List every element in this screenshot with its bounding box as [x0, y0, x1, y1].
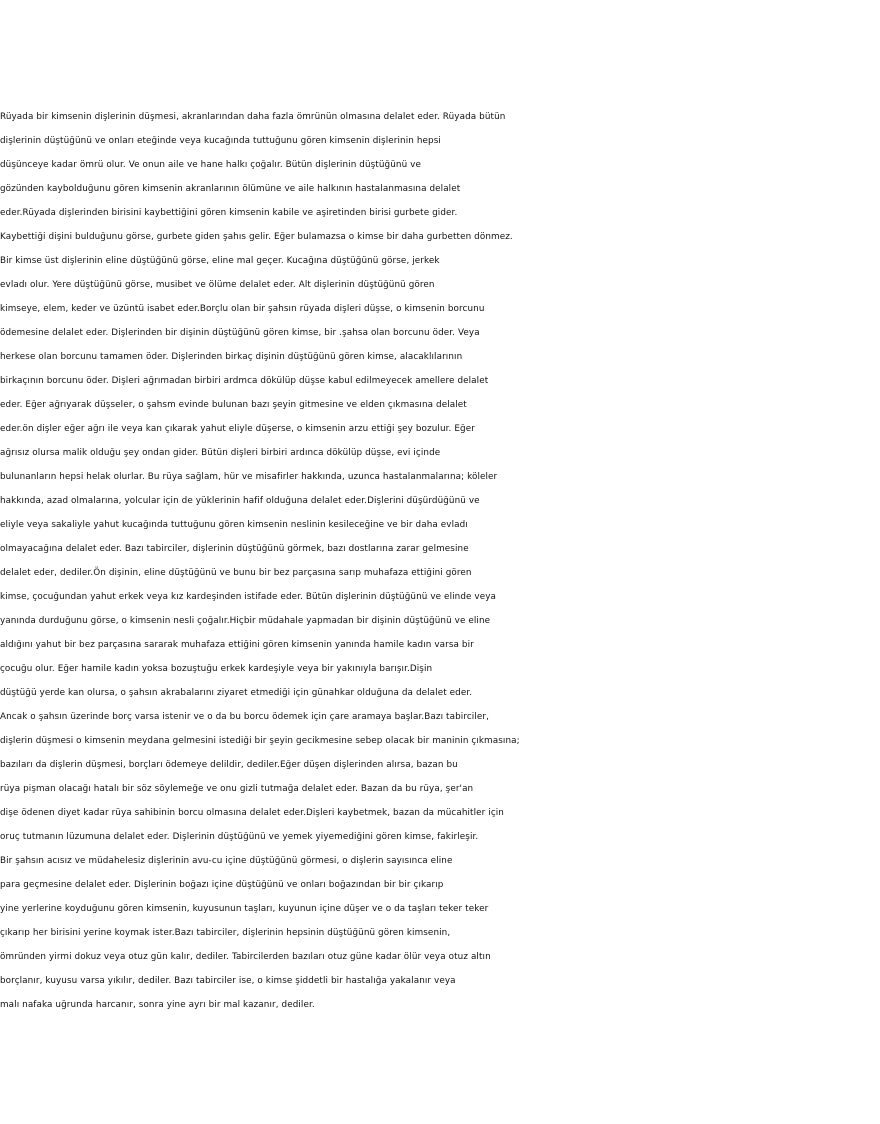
text-line: Bir şahsın acısız ve müdahelesiz dişlerinin avu-cu içine düştüğünü görmesi, o dişlerin sayısınca eline	[0, 856, 453, 866]
text-line: eder.ön dişler eğer ağrı ile veya kan çıkarak yahut eliyle düşerse, o kimsenin arzu ettiği şey bozulur. Eğer	[0, 424, 475, 434]
text-line: çıkarıp her birisini yerine koymak ister.Bazı tabirciler, dişlerinin hepsinin düştüğünü gören kimsenin,	[0, 928, 451, 938]
text-line: delalet eder, dediler.Ön dişinin, eline düştüğünü ve bunu bir bez parçasına sarıp muhafaza ettiğini gören	[0, 568, 472, 578]
text-line: ağrısız olursa malik olduğu şey ondan gider. Bütün dişleri birbiri ardınca dökülüp düşse, evi içinde	[0, 448, 441, 458]
text-line: birkaçının borcunu öder. Dişleri ağrımadan birbiri ardmca dökülüp düşse kabul edilmeyecek amellere delalet	[0, 376, 489, 386]
text-line: eliyle veya sakaliyle yahut kucağında tuttuğunu gören kimsenin neslinin kesileceğine ve bir daha evladı	[0, 520, 468, 530]
text-line: olmayacağına delalet eder. Bazı tabirciler, dişlerinin düştüğünü görmek, bazı dostlarına zarar gelmesine	[0, 544, 469, 554]
text-line: eder.Rüyada dişlerinden birisini kaybettiğini gören kimsenin kabile ve aşiretinden birisi gurbete gider.	[0, 208, 458, 218]
text-line: evladı olur. Yere düştüğünü görse, musibet ve ölüme delalet eder. Alt dişlerinin düştüğünü gören	[0, 280, 435, 290]
text-line: rüya pişman olacağı hatalı bir söz söylemeğe ve onu gizli tutmağa delalet eder. Bazan da bu rüya, şer'an	[0, 784, 474, 794]
text-line: herkese olan borcunu tamamen öder. Dişlerinden birkaç dişinin düştüğünü gören kimse, alacaklılarının	[0, 352, 463, 362]
text-line: Bir kimse üst dişlerinin eline düştüğünü görse, eline mal geçer. Kucağına düştüğünü görse, jerkek	[0, 256, 440, 266]
text-line: dişlerin düşmesi o kimsenin meydana gelmesini istediği bir şeyin gecikmesine sebep olacak bir maninin çıkmasına;	[0, 736, 520, 746]
text-line: oruç tutmanın lüzumuna delalet eder. Dişlerinin düştüğünü ve yemek yiyemediğini gören kimse, fakirleşir.	[0, 832, 479, 842]
text-line: yine yerlerine koyduğunu gören kimsenin, kuyusunun taşları, kuyunun içine düşer ve o da taşları teker teker	[0, 904, 489, 914]
text-line: dişe ödenen diyet kadar rüya sahibinin borcu olmasına delalet eder.Dişleri kaybetmek, bazan da mücahitler için	[0, 808, 504, 818]
text-line: ödemesine delalet eder. Dişlerinden bir dişinin düştüğünü gören kimse, bir .şahsa olan borcunu öder. Veya	[0, 328, 480, 338]
text-line: eder. Eğer ağrıyarak düşseler, o şahsm evinde bulunan bazı şeyin gitmesine ve elden çıkmasına delalet	[0, 400, 467, 410]
text-line: bulunanların hepsi helak olurlar. Bu rüya sağlam, hür ve misafirler hakkında, uzunca hastalanmalarına; köleler	[0, 472, 498, 482]
text-line: bazıları da dişlerin düşmesi, borçları ödemeye delildir, dediler.Eğer düşen dişlerinden alırsa, bazan bu	[0, 760, 458, 770]
text-line: Kaybettiği dişini bulduğunu görse, gurbete giden şahıs gelir. Eğer bulamazsa o kimse bir daha gurbetten dönmez.	[0, 232, 513, 242]
text-line: kimseye, elem, keder ve üzüntü isabet eder.Borçlu olan bir şahsın rüyada dişleri düşse, o kimsenin borcunu	[0, 304, 485, 314]
text-line: kimse, çocuğundan yahut erkek veya kız kardeşinden istifade eder. Bütün dişlerinin düştüğünü ve elinde veya	[0, 592, 497, 602]
text-line: hakkında, azad olmalarına, yolcular için de yüklerinin hafif olduğuna delalet eder.Dişlerini düşürdüğünü ve	[0, 496, 480, 506]
text-line: yanında durduğunu görse, o kimsenin nesli çoğalır.Hiçbir müdahale yapmadan bir dişinin düştüğünü ve eline	[0, 616, 491, 626]
text-line: borçlanır, kuyusu varsa yıkılır, dediler. Bazı tabirciler ise, o kimse şiddetli bir hastalığa yakalanır veya	[0, 976, 456, 986]
text-line: Ancak o şahsın üzerinde borç varsa istenir ve o da bu borcu ödemek için çare aramaya başlar.Bazı tabirciler,	[0, 712, 489, 722]
text-line: para geçmesine delalet eder. Dişlerinin boğazı içine düştüğünü ve onları boğazından bir bir çıkarıp	[0, 880, 444, 890]
text-line: Rüyada bir kimsenin dişlerinin düşmesi, akranlarından daha fazla ömrünün olmasına delalet eder. Rüyada bütün	[0, 112, 506, 122]
text-line: dişlerinin düştüğünü ve onları eteğinde veya kucağında tuttuğunu gören kimsenin dişlerinin hepsi	[0, 136, 441, 146]
article-text	[0, 105, 880, 1017]
text-line: aldığını yahut bir bez parçasına sararak muhafaza ettiğini gören kimsenin yanında hamile kadın varsa bir	[0, 640, 474, 650]
text-line: malı nafaka uğrunda harcanır, sonra yine ayrı bir mal kazanır, dediler.	[0, 1000, 315, 1010]
text-line: çocuğu olur. Eğer hamile kadın yoksa bozuştuğu erkek kardeşiyle veya bir yakınıyla barışır.Dişin	[0, 664, 433, 674]
text-line: düştüğü yerde kan olursa, o şahsın akrabalarını ziyaret etmediği için günahkar olduğuna da delalet eder.	[0, 688, 473, 698]
text-line: düşünceye kadar ömrü olur. Ve onun aile ve hane halkı çoğalır. Bütün dişlerinin düştüğünü ve	[0, 160, 421, 170]
text-line: ömründen yirmi dokuz veya otuz gün kalır, dediler. Tabircilerden bazıları otuz güne kadar ölür veya otuz altın	[0, 952, 491, 962]
text-line: gözünden kaybolduğunu gören kimsenin akranlarının ölümüne ve aile halkının hastalanmasına delalet	[0, 184, 461, 194]
